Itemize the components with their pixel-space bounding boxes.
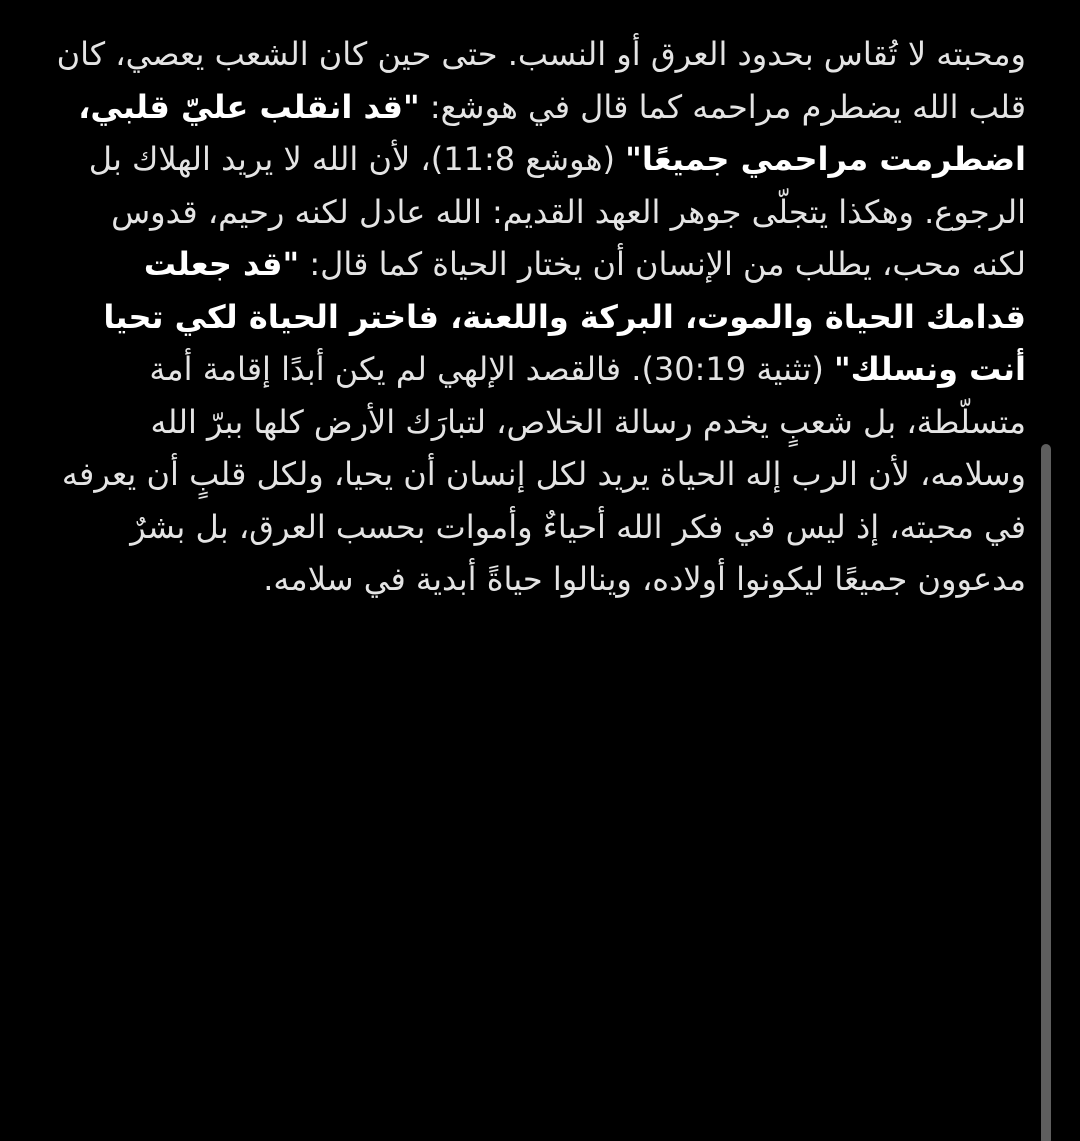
quote-hosea: "قد انقلب عليّ قلبي، اضطرمت مراحمي جميعًا" — [78, 87, 1026, 178]
text-segment: (تثنية 30:19). فالقصد الإلهي لم يكن أبدًا إقامة أمة متسلّطة، بل شعبٍ يخدم رسالة الخلاص، لتبارَك الأرض كلها ببرّ الله وسلامه، لأن الرب إله الحياة يريد لكل إنسان أن يحيا، ولكل قلبٍ أن يعرفه في محبته، إذ ليس في فكر الله أحياءٌ وأموات بحسب العرق، بل بشرٌ مدعوون جميعًا ليكونوا أولاده، وينالوا حياةً أبدية في سلامه. — [61, 350, 1026, 598]
quote-deuteronomy: "قد جعلت قدامك الحياة والموت، البركة واللعنة، فاختر الحياة لكي تحيا أنت ونسلك" — [103, 245, 1026, 388]
scrollbar-thumb[interactable] — [1041, 444, 1051, 1141]
article-paragraph — [48, 28, 1026, 606]
text-segment: (هوشع 11:8)، لأن الله لا يريد الهلاك بل الرجوع. وهكذا يتجلّى جوهر العهد القديم: الله عادل لكنه رحيم، قدوس لكنه محب، يطلب من الإنسان أن يختار الحياة كما قال: — [88, 140, 1026, 283]
text-segment: ومحبته لا تُقاس بحدود العرق أو النسب. حتى حين كان الشعب يعصي، كان قلب الله يضطرم مراحمه كما قال في هوشع: — [56, 35, 1026, 126]
